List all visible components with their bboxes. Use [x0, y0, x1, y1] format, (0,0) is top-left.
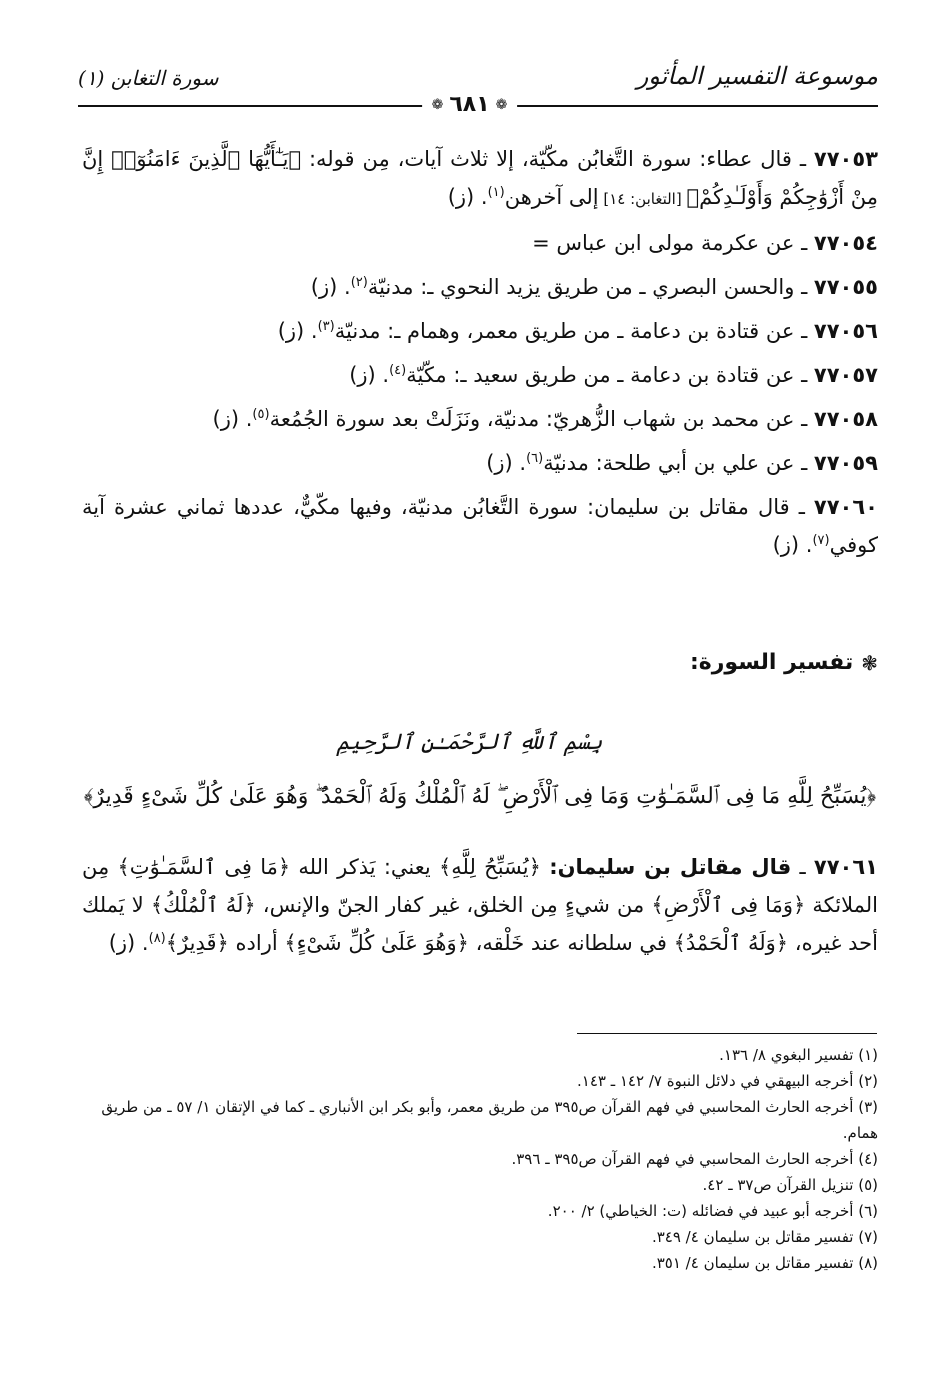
entry-77058: ٧٧٠٥٨ ـ عن محمد بن شهاب الزُّهريّ: مدنيّة، ونَزَلَتْ بعد سورة الجُمُعة$^{(٥)}$. (ز) — [212, 407, 878, 431]
entry-number: ٧٧٠٥٤ — [813, 231, 878, 255]
entry-77054: ٧٧٠٥٤ ـ عن عكرمة مولى ابن عباس = — [532, 231, 878, 255]
entry-number: ٧٧٠٦١ — [813, 855, 878, 879]
entry-number: ٧٧٠٦٠ — [813, 495, 878, 519]
entry-text: والحسن البصري ـ من طريق يزيد النحوي ـ: مدنيّة — [367, 275, 795, 299]
page-number-box — [422, 92, 518, 117]
footnote-ref[interactable]: (٣) — [317, 319, 335, 334]
entry-77056: ٧٧٠٥٦ ـ عن قتادة بن دعامة ـ من طريق معمر، وهمام ـ: مدنيّة$^{(٣)}$. (ز) — [277, 319, 878, 343]
entry-code: . (ز) — [772, 533, 813, 557]
section-heading — [690, 650, 878, 675]
footnote-ref[interactable]: (٨) — [148, 931, 166, 946]
entry-number: ٧٧٠٥٣ — [813, 147, 878, 171]
entry-text: عن علي بن أبي طلحة: مدنيّة — [543, 451, 795, 475]
entry-text: عن قتادة بن دعامة ـ من طريق سعيد ـ: مكّيّة — [406, 363, 795, 387]
page-number: ٦٨١ — [449, 92, 490, 117]
entry-77057: ٧٧٠٥٧ ـ عن قتادة بن دعامة ـ من طريق سعيد ـ: مكّيّة$^{(٤)}$. (ز) — [349, 363, 878, 387]
ornament-right-icon: ❁ — [495, 96, 508, 113]
entry-77059: ٧٧٠٥٩ ـ عن علي بن أبي طلحة: مدنيّة$^{(٦)}$. (ز) — [486, 451, 878, 475]
entry-code: . (ز) — [349, 363, 390, 387]
entries-list — [82, 140, 878, 570]
footnote-2: (٢) أخرجه البيهقي في دلائل النبوة ٧/ ١٤٢ ـ ١٤٣. — [576, 1072, 878, 1090]
entry-code: . (ز) — [486, 451, 527, 475]
footnote-ref[interactable]: (١) — [487, 185, 505, 200]
entry-text: عن قتادة بن دعامة ـ من طريق معمر، وهمام ـ: مدنيّة — [334, 319, 795, 343]
entry-code: . (ز) — [108, 931, 149, 955]
entry-text: عن عكرمة مولى ابن عباس = — [532, 231, 795, 255]
entry-number: ٧٧٠٥٨ — [813, 407, 878, 431]
entry-number: ٧٧٠٥٩ — [813, 451, 878, 475]
entry-speaker: قال مقاتل بن سليمان: — [549, 855, 792, 879]
entry-77055: ٧٧٠٥٥ ـ والحسن البصري ـ من طريق يزيد النحوي ـ: مدنيّة$^{(٢)}$. (ز) — [310, 275, 878, 299]
footnote-8: (٨) تفسير مقاتل بن سليمان ٤/ ٣٥١. — [651, 1254, 878, 1272]
entry-code: . (ز) — [310, 275, 351, 299]
footnote-rule — [577, 1033, 877, 1034]
footnote-5: (٥) تنزيل القرآن ص٣٧ ـ ٤٢. — [702, 1176, 878, 1194]
entry-77061: ٧٧٠٦١ ـ قال مقاتل بن سليمان: ﴿يُسَبِّحُ لِلَّهِ﴾ يعني: يَذكر الله ﴿مَا فِى ٱلسَّمَـٰوَٰتِ﴾ مِن الملائكة ﴿وَمَا فِى ٱلْأَرْضِ﴾ من شيءٍ مِن الخلق، غير كفار الجنّ والإنس، ﴿لَهُ ٱلْمُلْكُ﴾ لا يَملك أحد غيره، ﴿وَلَهُ ٱلْحَمْدُ﴾ في سلطانه عند خَلْقه، ﴿وَهُوَ عَلَىٰ كُلِّ شَىْءٍ﴾ أراده ﴿قَدِيرٌ﴾$^{(٨)}$. (ز) — [82, 855, 878, 955]
entry-text: عن محمد بن شهاب الزُّهريّ: مدنيّة، ونَزَلَتْ بعد سورة الجُمُعة — [269, 407, 795, 431]
quran-verse: ﴿يُسَبِّحُ لِلَّهِ مَا فِى ٱلسَّمَـٰوَٰتِ وَمَا فِى ٱلْأَرْضِ ۖ لَهُ ٱلْمُلْكُ وَلَهُ ٱلْحَمْدُ ۖ وَهُوَ عَلَىٰ كُلِّ شَىْءٍ قَدِيرٌ﴾ — [83, 784, 877, 809]
footnote-ref[interactable]: (٦) — [526, 451, 544, 466]
entry-code: . (ز) — [277, 319, 318, 343]
entry-text: قال عطاء: سورة التَّغابُن مكّيّة، إلا ثلاث آيات، مِن قوله: — [301, 147, 792, 171]
footnote-4: (٤) أخرجه الحارث المحاسبي في فهم القرآن ص٣٩٥ ـ ٣٩٦. — [511, 1150, 878, 1168]
basmala: بِسْمِ ٱللَّهِ ٱلرَّحْمَـٰنِ ٱلرَّحِيمِ — [336, 730, 603, 755]
entry-code: . (ز) — [447, 185, 488, 209]
footnote-ref[interactable]: (٢) — [350, 275, 368, 290]
entry-number: ٧٧٠٥٧ — [813, 363, 878, 387]
footnote-3: (٣) أخرجه الحارث المحاسبي في فهم القرآن ص٣٩٥ من طريق معمر، وأبو بكر ابن الأنباري ـ كما في الإتقان ١/ ٥٧ ـ من طريق همام. — [101, 1098, 878, 1142]
entry-text: قال مقاتل بن سليمان: سورة التَّغابُن مدنيّة، وفيها مكّيٌّ، عددها ثماني عشرة آية كوفي — [82, 495, 878, 557]
surah-title: سورة التغابن (١) — [78, 66, 219, 90]
ornament-left-icon: ❁ — [431, 96, 444, 113]
entry-number: ٧٧٠٥٦ — [813, 319, 878, 343]
entry-77060: ٧٧٠٦٠ ـ قال مقاتل بن سليمان: سورة التَّغابُن مدنيّة، وفيها مكّيٌّ، عددها ثماني عشرة آية كوفي$^{(٧)}$. (ز) — [82, 495, 878, 557]
entry-text: ﴿يُسَبِّحُ لِلَّهِ﴾ يعني: يَذكر الله ﴿مَا فِى ٱلسَّمَـٰوَٰتِ﴾ مِن الملائكة ﴿وَمَا فِى ٱلْأَرْضِ﴾ من شيءٍ مِن الخلق، غير كفار الجنّ والإنس، ﴿لَهُ ٱلْمُلْكُ﴾ لا يَملك أحد غيره، ﴿وَلَهُ ٱلْحَمْدُ﴾ في سلطانه عند خَلْقه، ﴿وَهُوَ عَلَىٰ كُلِّ شَىْءٍ﴾ أراده ﴿قَدِيرٌ﴾ — [82, 855, 878, 955]
section-heading-text: تفسير السورة: — [689, 650, 854, 675]
book-title: موسوعة التفسير المأثور — [636, 62, 878, 90]
entry-text-cont: إلى آخرهن — [504, 185, 599, 209]
footnotes — [82, 1042, 878, 1276]
footnote-ref[interactable]: (٧) — [812, 533, 830, 548]
entry-77053: ٧٧٠٥٣ ـ قال عطاء: سورة التَّغابُن مكّيّة، إلا ثلاث آيات، مِن قوله: ﴿يَـٰٓأَيُّهَا ٱلَّذِينَ ءَامَنُوٓا۟ إِنَّ مِنْ أَزْوَٰجِكُمْ وَأَوْلَـٰدِكُمْ﴾ [التغابن: ١٤] إلى آخرهن$^{(١)}$. (ز) — [82, 147, 878, 209]
footnote-1: (١) تفسير البغوي ٨/ ١٣٦. — [719, 1046, 878, 1064]
flower-ornament-icon: ❃ — [861, 650, 878, 675]
footnote-ref[interactable]: (٤) — [389, 363, 407, 378]
footnote-6: (٦) أخرجه أبو عبيد في فضائله (ت: الخياطي) ٢/ ٢٠٠. — [547, 1202, 878, 1220]
entry-number: ٧٧٠٥٥ — [813, 275, 878, 299]
entry-code: . (ز) — [212, 407, 253, 431]
verse-reference: [التغابن: ١٤] — [598, 190, 687, 208]
footnote-7: (٧) تفسير مقاتل بن سليمان ٤/ ٣٤٩. — [651, 1228, 878, 1246]
quran-quote: ﴿يَـٰٓأَيُّهَا ٱلَّذِينَ ءَامَنُوٓا۟ إِنَّ مِنْ أَزْوَٰجِكُمْ وَأَوْلَـٰدِكُمْ﴾ — [82, 147, 878, 209]
footnote-ref[interactable]: (٥) — [252, 407, 270, 422]
